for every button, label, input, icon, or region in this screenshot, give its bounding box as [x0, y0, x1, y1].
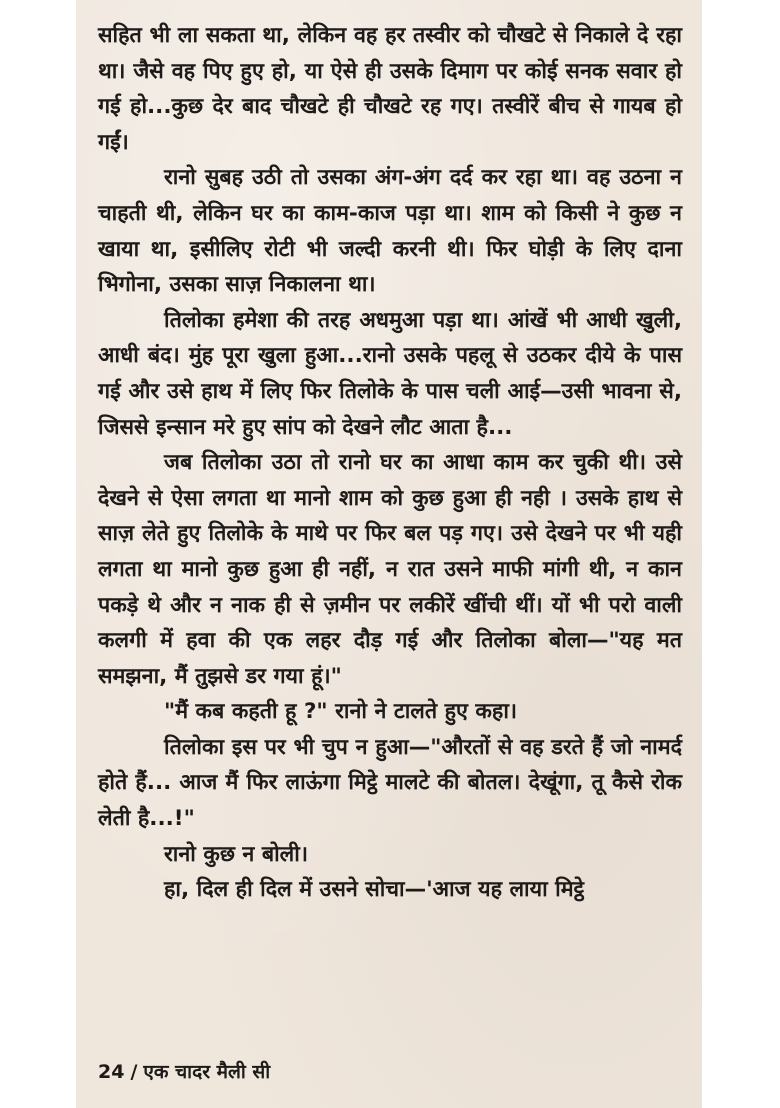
paragraph-continued: सहित भी ला सकता था, लेकिन वह हर तस्वीर को चौखटे से निकाले दे रहा था। जैसे वह पिए हुए हो, या ऐसे ही उसके दिमाग पर कोई सनक सवार हो गई हो...कुछ देर बाद चौखटे ही चौखटे रह गए। तस्वीरें बीच से गायब हो गईं। [98, 23, 682, 155]
paragraph: जब तिलोका उठा तो रानो घर का आधा काम कर चुकी थी। उसे देखने से ऐसा लगता था मानो शाम को कुछ हुआ ही नही । उसके हाथ से साज़ लेते हुए तिलोके के माथे पर फिर बल पड़ गए। उसे देखने पर भी यही लगता था मानो कुछ हुआ ही नहीं, न रात उसने माफी मांगी थी, न कान पकड़े थे और न नाक ही से ज़मीन पर लकीरें खींची थीं। यों भी परो वाली कलगी में हवा की एक लहर दौड़ गई और तिलोका बोला—"यह मत समझना, मैं तुझसे डर गया हूं।" [98, 450, 682, 689]
book-title: एक चादर मैली सी [143, 1061, 271, 1083]
page-number: 24 [98, 1061, 125, 1083]
body-text [98, 18, 682, 908]
paragraph: हा, दिल ही दिल में उसने सोचा—'आज यह लाया मिट्ठे [164, 877, 585, 903]
paragraph: रानो सुबह उठी तो उसका अंग-अंग दर्द कर रहा था। वह उठना न चाहती थी, लेकिन घर का काम-काज पड़ा था। शाम को किसी ने कुछ न खाया था, इसीलिए रोटी भी जल्दी करनी थी। फिर घोड़ी के लिए दाना भिगोना, उसका साज़ निकालना था। [98, 165, 682, 298]
footer-separator: / [130, 1061, 138, 1083]
book-page [76, 0, 702, 1108]
paragraph: "मैं कब कहती हू ?" रानो ने टालते हुए कहा। [164, 699, 518, 725]
paragraph: तिलोका इस पर भी चुप न हुआ—"औरतों से वह डरते हैं जो नामर्द होते हैं... आज मैं फिर लाऊंगा मिट्ठे मालटे की बोतल। देखूंगा, तू कैसे रोक लेती है...!" [98, 734, 682, 832]
paragraph: तिलोका हमेशा की तरह अधमुआ पड़ा था। आंखें भी आधी खुली, आधी बंद। मुंह पूरा खुला हुआ...रानो उसके पहलू से उठकर दीये के पास गई और उसे हाथ में लिए फिर तिलोके के पास चली आई—उसी भावना से, जिससे इन्सान मरे हुए सांप को देखने लौट आता है... [98, 307, 682, 440]
paragraph: रानो कुछ न बोली। [164, 841, 308, 867]
page-footer [98, 1057, 270, 1087]
